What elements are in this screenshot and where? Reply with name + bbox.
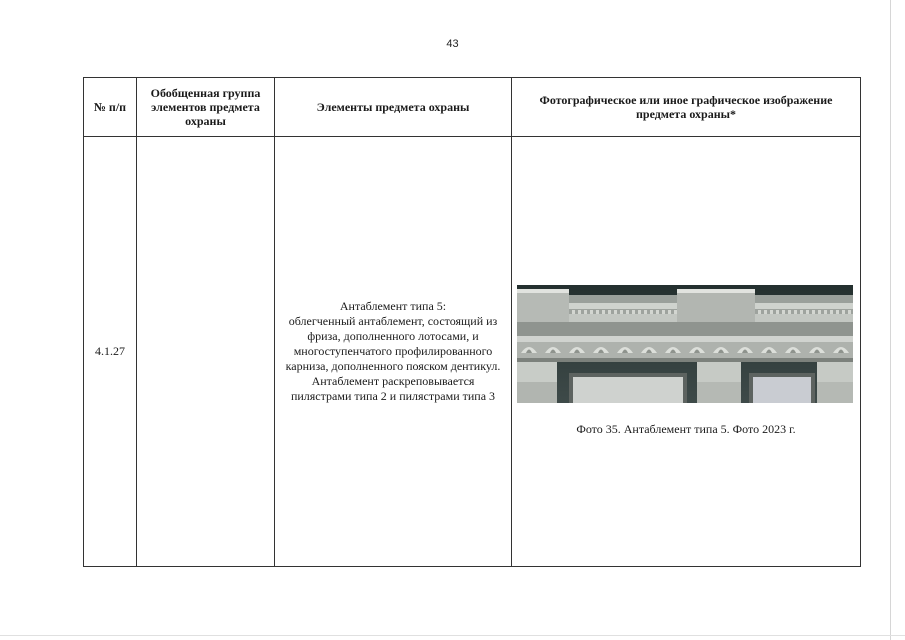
protection-elements-table — [83, 77, 861, 567]
row-elements — [275, 137, 512, 567]
table-header-row — [84, 78, 861, 137]
scan-edge-right — [890, 0, 891, 640]
scan-edge-bottom — [0, 635, 905, 636]
table-row — [84, 137, 861, 567]
entablature-photo — [517, 285, 853, 403]
header-number: № п/п — [84, 78, 137, 137]
row-image-cell — [512, 137, 861, 567]
elements-description: облегченный антаблемент, состоящий из фриза, дополненного лотосами, и многоступенчатого профилированного карниза, дополненного пояском дентикул. Антаблемент раскреповывается пилястрами типа 2 и пилястрами типа 3 — [285, 314, 501, 403]
page-number: 43 — [446, 38, 459, 50]
header-elements: Элементы предмета охраны — [275, 78, 512, 137]
row-number: 4.1.27 — [84, 137, 137, 567]
photo-caption: Фото 35. Антаблемент типа 5. Фото 2023 г. — [576, 422, 796, 436]
row-group — [137, 137, 275, 567]
header-image: Фотографическое или иное графическое изображение предмета охраны* — [512, 78, 861, 137]
elements-title: Антаблемент типа 5: — [339, 299, 447, 313]
header-group: Обобщенная группа элементов предмета охраны — [137, 78, 275, 137]
